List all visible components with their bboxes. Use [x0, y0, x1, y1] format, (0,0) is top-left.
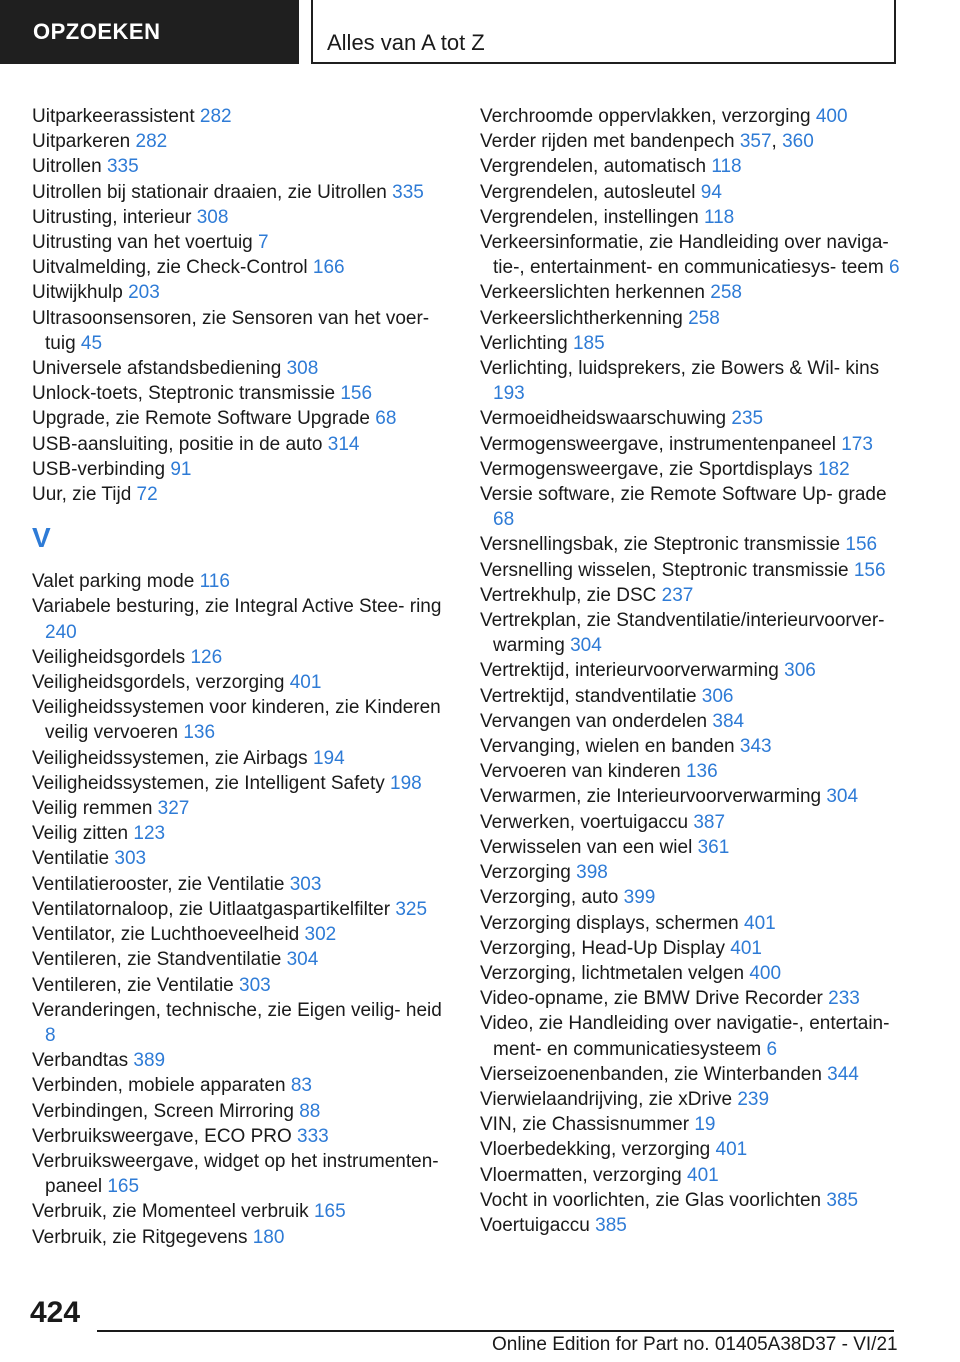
index-term: Video-opname, zie BMW Drive Recorder: [480, 988, 823, 1010]
index-term: Verkeerslichtherkenning: [480, 307, 683, 329]
index-entry: [480, 709, 900, 734]
index-term: Video, zie Handleiding over navigatie-, entertain- ment- en communicatiesysteem: [480, 1013, 890, 1060]
page-reference-link[interactable]: 398: [576, 862, 608, 884]
index-entry: [32, 746, 452, 771]
page-reference-link[interactable]: 6: [889, 257, 900, 279]
page-reference-link[interactable]: 239: [737, 1088, 770, 1110]
page-reference-link[interactable]: 335: [106, 156, 139, 178]
page-reference-link[interactable]: 385: [595, 1214, 627, 1236]
page-reference-link[interactable]: 118: [711, 156, 742, 178]
page-reference-link[interactable]: 304: [826, 786, 859, 808]
index-term: Uitparkeerassistent: [32, 106, 195, 127]
index-entry: [32, 154, 452, 179]
index-term: Verbruiksweergave, widget op het instrumenten- paneel: [32, 1150, 439, 1198]
index-term: Veiligheidssystemen, zie Intelligent Safety: [32, 772, 385, 794]
index-term: Verwarmen, zie Interieurvoorverwarming: [480, 786, 822, 808]
index-term: Verbruik, zie Ritgegevens: [32, 1226, 248, 1248]
page-reference-link[interactable]: 19: [694, 1114, 716, 1136]
index-term: Verwerken, voertuigaccu: [480, 811, 689, 833]
index-entry: [480, 810, 900, 835]
index-entry: [480, 205, 900, 230]
page-reference-link[interactable]: 72: [136, 484, 158, 506]
page-reference-link[interactable]: 303: [114, 848, 147, 870]
page-reference-link[interactable]: 7: [258, 232, 269, 254]
index-entry: [32, 594, 452, 644]
page-reference-link[interactable]: 198: [390, 772, 422, 794]
index-term: Uitrusting van het voertuig: [32, 232, 253, 254]
index-entry: [480, 104, 900, 129]
index-column-left: [32, 104, 452, 1250]
page-reference-link[interactable]: 325: [395, 898, 428, 920]
index-entry: [32, 771, 452, 796]
index-term: Ventilatornaloop, zie Uitlaatgaspartikelfilter: [32, 898, 391, 920]
index-entry: [32, 482, 452, 507]
index-term: Verzorging, auto: [480, 887, 619, 909]
page-reference-link[interactable]: 304: [570, 635, 602, 657]
page-reference-link[interactable]: 308: [196, 206, 229, 228]
index-term: Veilig remmen: [32, 798, 153, 820]
index-term: Versnellingsbak, zie Steptronic transmissie: [480, 534, 841, 556]
index-entry: [480, 1163, 900, 1188]
page-reference-link[interactable]: 361: [697, 836, 730, 858]
index-term: Uitvalmelding, zie Check-Control: [32, 257, 308, 279]
index-entry: [480, 356, 900, 406]
index-term: Vermoeidheidswaarschuwing: [480, 408, 727, 430]
page-reference-link[interactable]: 258: [688, 307, 720, 329]
page-reference-link[interactable]: 116: [199, 571, 230, 593]
index-entry: [32, 255, 452, 280]
page-reference-link[interactable]: 173: [841, 433, 873, 455]
index-entry: [480, 230, 900, 280]
index-term: Verzorging, Head-Up Display: [480, 937, 726, 959]
index-term: Vervoeren van kinderen: [480, 761, 681, 783]
index-entry: [480, 911, 900, 936]
index-entry: [480, 558, 900, 583]
index-entry: [480, 860, 900, 885]
page-reference-link[interactable]: 6: [766, 1038, 778, 1060]
section-tab[interactable]: [0, 0, 299, 64]
index-term: Verkeersinformatie, zie Handleiding over naviga- tie-, entertainment- en communicatiesys- teem: [480, 232, 889, 279]
page-reference-link[interactable]: 400: [749, 962, 782, 984]
index-term: USB-verbinding: [32, 458, 166, 480]
page-reference-link[interactable]: 237: [661, 584, 694, 606]
chapter-title: Alles van A tot Z: [327, 30, 485, 55]
index-term: Vergrendelen, instellingen: [480, 206, 699, 228]
index-entry: [480, 1087, 900, 1112]
page-reference-link[interactable]: 335: [392, 181, 424, 203]
index-entry: [32, 205, 452, 230]
page-reference-link[interactable]: 401: [687, 1164, 719, 1186]
index-entry: [480, 835, 900, 860]
index-term: Vloermatten, verzorging: [480, 1164, 682, 1186]
index-term: Vergrendelen, automatisch: [480, 156, 707, 178]
index-term: Voertuigaccu: [480, 1214, 590, 1236]
index-term: Vertrektijd, standventilatie: [480, 685, 697, 707]
index-entry: [32, 129, 452, 154]
page-reference-link[interactable]: 400: [815, 106, 848, 127]
index-entry: [32, 432, 452, 457]
index-term: Uitrollen bij stationair draaien, zie Uitrollen: [32, 181, 387, 203]
index-term: Vierseizoenenbanden, zie Winterbanden: [480, 1063, 822, 1085]
index-term: Vertrekplan, zie Standventilatie/interieurvoorver- warming: [480, 610, 885, 657]
page-reference-link[interactable]: 233: [828, 988, 860, 1010]
index-group-u: [32, 104, 452, 507]
footer-edition: Online Edition for Part no. 01405A38D37 - VI/21: [492, 1334, 898, 1355]
index-entry: [32, 796, 452, 821]
index-term: Variabele besturing, zie Integral Active Stee- ring: [32, 596, 442, 618]
index-term: Verbruik, zie Momenteel verbruik: [32, 1201, 309, 1223]
index-entry: [480, 1011, 900, 1061]
page-reference-link[interactable]: 165: [107, 1176, 140, 1198]
page-reference-link[interactable]: 91: [170, 458, 192, 480]
page-reference-link[interactable]: 126: [190, 646, 223, 668]
index-term: Unlock-toets, Steptronic transmissie: [32, 383, 336, 405]
page-reference-link[interactable]: 333: [297, 1125, 329, 1147]
index-letter-heading: V: [32, 522, 51, 554]
index-entry: [32, 695, 452, 745]
index-entry: [480, 532, 900, 557]
index-term: Universele afstandsbediening: [32, 358, 282, 380]
index-entry: [32, 356, 452, 381]
index-term: Upgrade, zie Remote Software Upgrade: [32, 408, 370, 430]
index-entry: [32, 670, 452, 695]
index-entry: [480, 885, 900, 910]
index-entry: [32, 457, 452, 482]
index-term: Ventileren, zie Standventilatie: [32, 949, 282, 971]
index-entry: [32, 1149, 452, 1199]
page-reference-link[interactable]: 45: [80, 332, 103, 354]
index-group-v-continued: [480, 104, 900, 1238]
index-entry: [480, 331, 900, 356]
page-reference-link[interactable]: 185: [572, 332, 605, 354]
index-term: Verlichting: [480, 332, 568, 354]
index-entry: [32, 872, 452, 897]
index-entry: [32, 104, 452, 129]
page-reference-link[interactable]: 282: [135, 131, 168, 153]
index-entry: Verder rijden met bandenpech 357, 360: [480, 131, 814, 153]
index-entry: [480, 1213, 900, 1238]
page-reference-link[interactable]: 314: [327, 433, 360, 455]
index-entry: [480, 432, 900, 457]
index-entry: [480, 457, 900, 482]
page-reference-link[interactable]: 258: [710, 282, 742, 304]
index-entry: [32, 280, 452, 305]
page-reference-link[interactable]: 182: [817, 458, 850, 480]
page-reference-link[interactable]: 308: [286, 358, 319, 380]
index-entry: [32, 922, 452, 947]
page-reference-link[interactable]: 165: [313, 1201, 346, 1223]
index-entry: [480, 1188, 900, 1213]
page-reference-link[interactable]: 327: [157, 798, 190, 820]
page-reference-link[interactable]: 282: [199, 106, 232, 127]
index-term: Uitwijkhulp: [32, 282, 123, 304]
index-entry: [32, 406, 452, 431]
page-reference-link[interactable]: 389: [133, 1050, 166, 1072]
index-term: Ultrasoonsensoren, zie Sensoren van het voer- tuig: [32, 307, 430, 354]
page-reference-link[interactable]: 94: [700, 181, 722, 203]
index-entry: [480, 658, 900, 683]
index-term: Versnelling wisselen, Steptronic transmissie: [480, 559, 849, 581]
index-term: Vervanging, wielen en banden: [480, 736, 735, 758]
page-reference-link[interactable]: 136: [685, 761, 718, 783]
index-term: Ventilatie: [32, 848, 110, 870]
index-term: Vierwielaandrijving, zie xDrive: [480, 1088, 733, 1110]
index-entry: [32, 947, 452, 972]
index-entry: [480, 280, 900, 305]
index-entry: [32, 306, 452, 356]
index-entry: [32, 1124, 452, 1149]
page-reference-link[interactable]: 235: [731, 408, 764, 430]
page-reference-link[interactable]: 166: [312, 257, 345, 279]
index-entry: [32, 1199, 452, 1224]
index-entry: [480, 154, 900, 179]
page-reference-link[interactable]: 401: [715, 1139, 748, 1161]
index-entry: [480, 306, 900, 331]
index-term: Verzorging: [480, 862, 571, 884]
index-entry: [480, 482, 900, 532]
index-entry: [480, 759, 900, 784]
index-term: Ventilatierooster, zie Ventilatie: [32, 873, 285, 895]
page-reference-link[interactable]: 360: [782, 131, 814, 153]
index-entry: [32, 180, 452, 205]
index-term: Vermogensweergave, zie Sportdisplays: [480, 458, 813, 480]
page-number: 424: [30, 1296, 81, 1329]
index-term: USB-aansluiting, positie in de auto: [32, 433, 323, 455]
page-reference-link[interactable]: 401: [744, 912, 776, 934]
index-term: Vervangen van onderdelen: [480, 710, 708, 732]
page-reference-link[interactable]: 343: [739, 736, 772, 758]
page-reference-link[interactable]: 156: [853, 559, 886, 581]
page-reference-link[interactable]: 68: [375, 408, 397, 430]
page-reference-link[interactable]: 83: [290, 1075, 312, 1097]
index-entry: [480, 1137, 900, 1162]
index-entry: [480, 406, 900, 431]
index-term: VIN, zie Chassisnummer: [480, 1114, 690, 1136]
index-term: Veiligheidsgordels, verzorging: [32, 672, 285, 694]
page-reference-link[interactable]: 303: [289, 873, 322, 895]
index-entry: [32, 998, 452, 1048]
index-entry: [32, 1099, 452, 1124]
page-reference-link[interactable]: 384: [712, 710, 745, 732]
index-group-v: [32, 569, 452, 1249]
index-column-right: [480, 104, 900, 1238]
page-reference-link[interactable]: 385: [826, 1189, 859, 1211]
index-entry: [32, 645, 452, 670]
index-entry: [32, 381, 452, 406]
index-term: Verchroomde oppervlakken, verzorging: [480, 106, 811, 127]
page-reference-link[interactable]: 387: [693, 811, 726, 833]
index-term: Verzorging, lichtmetalen velgen: [480, 962, 745, 984]
index-term: Veranderingen, technische, zie Eigen veilig- heid: [32, 999, 442, 1021]
index-entry: [32, 821, 452, 846]
index-term: Valet parking mode: [32, 571, 195, 593]
page-reference-link[interactable]: 240: [45, 621, 77, 643]
index-entry: [480, 684, 900, 709]
index-term: Veilig zitten: [32, 823, 129, 845]
index-term: Verlichting, luidsprekers, zie Bowers & Wil- kins: [480, 358, 880, 380]
index-entry: [480, 1112, 900, 1137]
page-reference-link[interactable]: 88: [299, 1100, 321, 1122]
section-label: OPZOEKEN: [33, 19, 161, 44]
index-term: Verwisselen van een wiel: [480, 836, 693, 858]
index-term: Veiligheidsgordels: [32, 646, 186, 668]
page-reference-link[interactable]: 193: [493, 383, 525, 405]
index-term: Verbinden, mobiele apparaten: [32, 1075, 286, 1097]
page-reference-link[interactable]: 68: [493, 509, 515, 531]
index-term: Uitrusting, interieur: [32, 206, 192, 228]
index-term: Versie software, zie Remote Software Up- grade: [480, 484, 887, 506]
index-term: Vermogensweergave, instrumentenpaneel: [480, 433, 836, 455]
index-term: Uitrollen: [32, 156, 102, 178]
index-term: Uitparkeren: [32, 131, 131, 153]
page-reference-link[interactable]: 123: [133, 823, 166, 845]
index-term: Vocht in voorlichten, zie Glas voorlichten: [480, 1189, 822, 1211]
index-entry: [480, 734, 900, 759]
index-term: Vloerbedekking, verzorging: [480, 1139, 711, 1161]
page-reference-link[interactable]: 156: [340, 383, 373, 405]
page-reference-link[interactable]: 357: [739, 131, 772, 153]
index-entry: [480, 936, 900, 961]
index-term: Uur, zie Tijd: [32, 484, 132, 506]
index-entry: [32, 973, 452, 998]
page-reference-link[interactable]: 306: [784, 660, 816, 682]
index-entry: [480, 583, 900, 608]
page-reference-link[interactable]: 303: [239, 974, 271, 996]
index-term: Verbindingen, Screen Mirroring: [32, 1100, 294, 1122]
index-entry: [32, 230, 452, 255]
index-term: Verbandtas: [32, 1050, 129, 1072]
index-term: Veiligheidssystemen, zie Airbags: [32, 747, 308, 769]
index-entry: [480, 961, 900, 986]
page-reference-link[interactable]: 399: [623, 887, 656, 909]
index-entry: [480, 180, 900, 205]
index-term: Verzorging displays, schermen: [480, 912, 739, 934]
index-entry: [32, 1073, 452, 1098]
index-term: Vertrektijd, interieurvoorverwarming: [480, 660, 779, 682]
index-term: Vergrendelen, autosleutel: [480, 181, 696, 203]
page-reference-link[interactable]: 306: [701, 685, 734, 707]
page-reference-link[interactable]: 344: [827, 1063, 859, 1085]
index-entry: [32, 1225, 452, 1250]
index-term: Verder rijden met bandenpech: [480, 131, 735, 153]
index-term: Ventilator, zie Luchthoeveelheid: [32, 924, 300, 946]
index-term: Veiligheidssystemen voor kinderen, zie Kinderen veilig vervoeren: [32, 697, 441, 744]
page-reference-link[interactable]: 203: [128, 282, 160, 304]
page-reference-link[interactable]: 304: [286, 949, 319, 971]
index-term: Vertrekhulp, zie DSC: [480, 584, 657, 606]
index-entry: [32, 569, 452, 594]
index-entry: [480, 986, 900, 1011]
index-term: Verkeerslichten herkennen: [480, 282, 705, 304]
page-reference-link[interactable]: 302: [304, 924, 337, 946]
page-reference-link[interactable]: 401: [289, 672, 322, 694]
page-reference-link[interactable]: 180: [252, 1226, 285, 1248]
page-reference-link[interactable]: 156: [845, 534, 878, 556]
page-reference-link[interactable]: 194: [312, 747, 345, 769]
index-term: Ventileren, zie Ventilatie: [32, 974, 234, 996]
chapter-header: [311, 0, 896, 64]
index-entry: [32, 1048, 452, 1073]
page-reference-link[interactable]: 136: [183, 722, 216, 744]
page-reference-link[interactable]: 8: [45, 1024, 56, 1046]
footer-divider: [97, 1330, 894, 1332]
index-entry: [480, 608, 900, 658]
index-entry: [480, 784, 900, 809]
index-entry: [32, 897, 452, 922]
index-entry: [480, 1062, 900, 1087]
page-reference-link[interactable]: 401: [730, 937, 762, 959]
index-entry: [32, 846, 452, 871]
index-term: Verbruiksweergave, ECO PRO: [32, 1125, 292, 1147]
page-reference-link[interactable]: 118: [703, 206, 735, 228]
